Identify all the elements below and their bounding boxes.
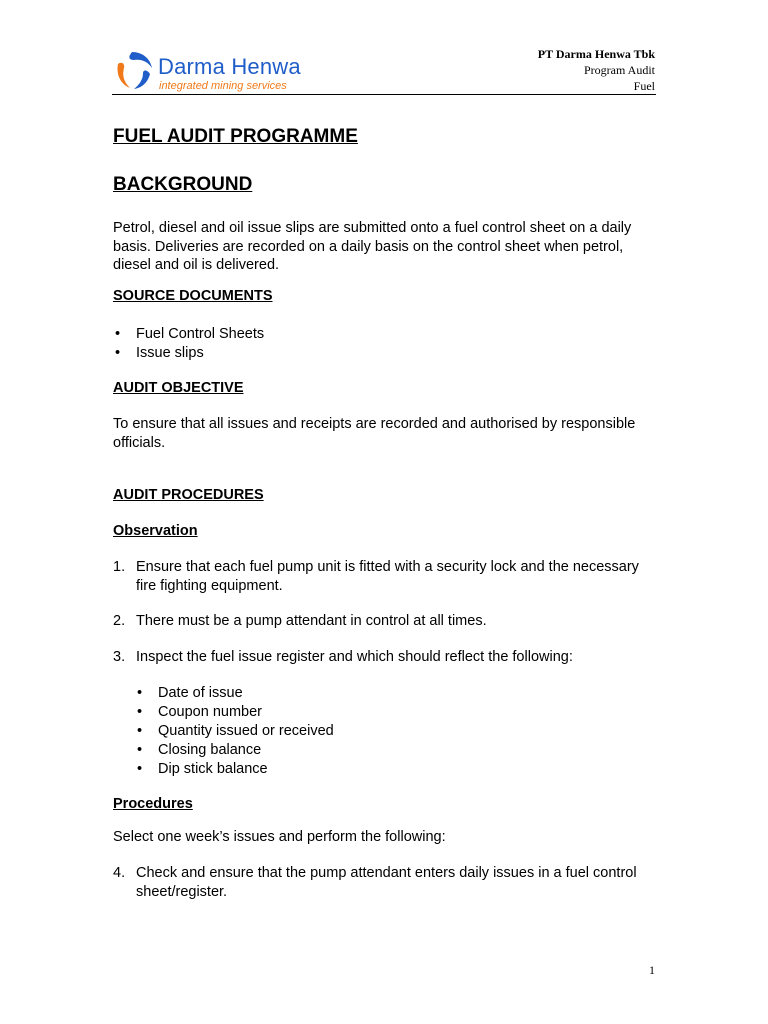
page-number: 1 (649, 963, 655, 977)
document-title: FUEL AUDIT PROGRAMME (113, 126, 358, 147)
step-text: Inspect the fuel issue register and which should reflect the following: (136, 649, 573, 665)
header-divider (112, 94, 656, 95)
procedure-step (113, 558, 658, 595)
list-item: • Date of issue (135, 684, 635, 703)
step-number: 4. (113, 865, 126, 881)
document-subject: Fuel (633, 79, 655, 93)
darma-henwa-swirl-icon (112, 48, 156, 92)
step-text: There must be a pump attendant in control at all times. (136, 613, 487, 629)
company-name: PT Darma Henwa Tbk (537, 47, 655, 61)
step-text: Ensure that each fuel pump unit is fitted with a security lock and the necessary fire fighting equipment. (136, 559, 639, 594)
procedure-step (113, 612, 658, 631)
procedures-intro: Select one week’s issues and perform the following: (113, 829, 446, 845)
source-documents-list (113, 325, 658, 363)
list-item: • Closing balance (135, 741, 635, 760)
document-type: Program Audit (584, 63, 655, 77)
background-heading: BACKGROUND (113, 174, 253, 195)
brand-name: Darma Henwa (158, 54, 301, 79)
list-item: • Dip stick balance (135, 760, 635, 779)
register-items-list (135, 684, 635, 779)
audit-procedures-heading: AUDIT PROCEDURES (113, 487, 264, 503)
list-item: • Issue slips (113, 344, 658, 363)
step-number: 1. (113, 559, 126, 575)
list-item: • Fuel Control Sheets (113, 325, 658, 344)
step-number: 2. (113, 613, 126, 629)
procedure-step (113, 648, 658, 667)
document-header-info (538, 46, 655, 94)
step-text: Check and ensure that the pump attendant enters daily issues in a fuel control sheet/register. (136, 865, 637, 900)
step-number: 3. (113, 649, 126, 665)
audit-objective-text: To ensure that all issues and receipts are recorded and authorised by responsible officials. (113, 416, 636, 451)
brand-tagline: integrated mining services (159, 80, 287, 92)
audit-objective-heading: AUDIT OBJECTIVE (113, 380, 244, 396)
company-logo (112, 44, 312, 94)
list-item: • Coupon number (135, 703, 635, 722)
background-text: Petrol, diesel and oil issue slips are submitted onto a fuel control sheet on a daily basis. Deliveries are recorded on a daily basis on the control sheet when petrol, diesel and oil is delivered. (113, 220, 632, 273)
observation-heading: Observation (113, 523, 198, 539)
source-documents-heading: SOURCE DOCUMENTS (113, 288, 273, 304)
list-item: • Quantity issued or received (135, 722, 635, 741)
procedure-step (113, 864, 658, 901)
procedures-heading: Procedures (113, 796, 193, 812)
